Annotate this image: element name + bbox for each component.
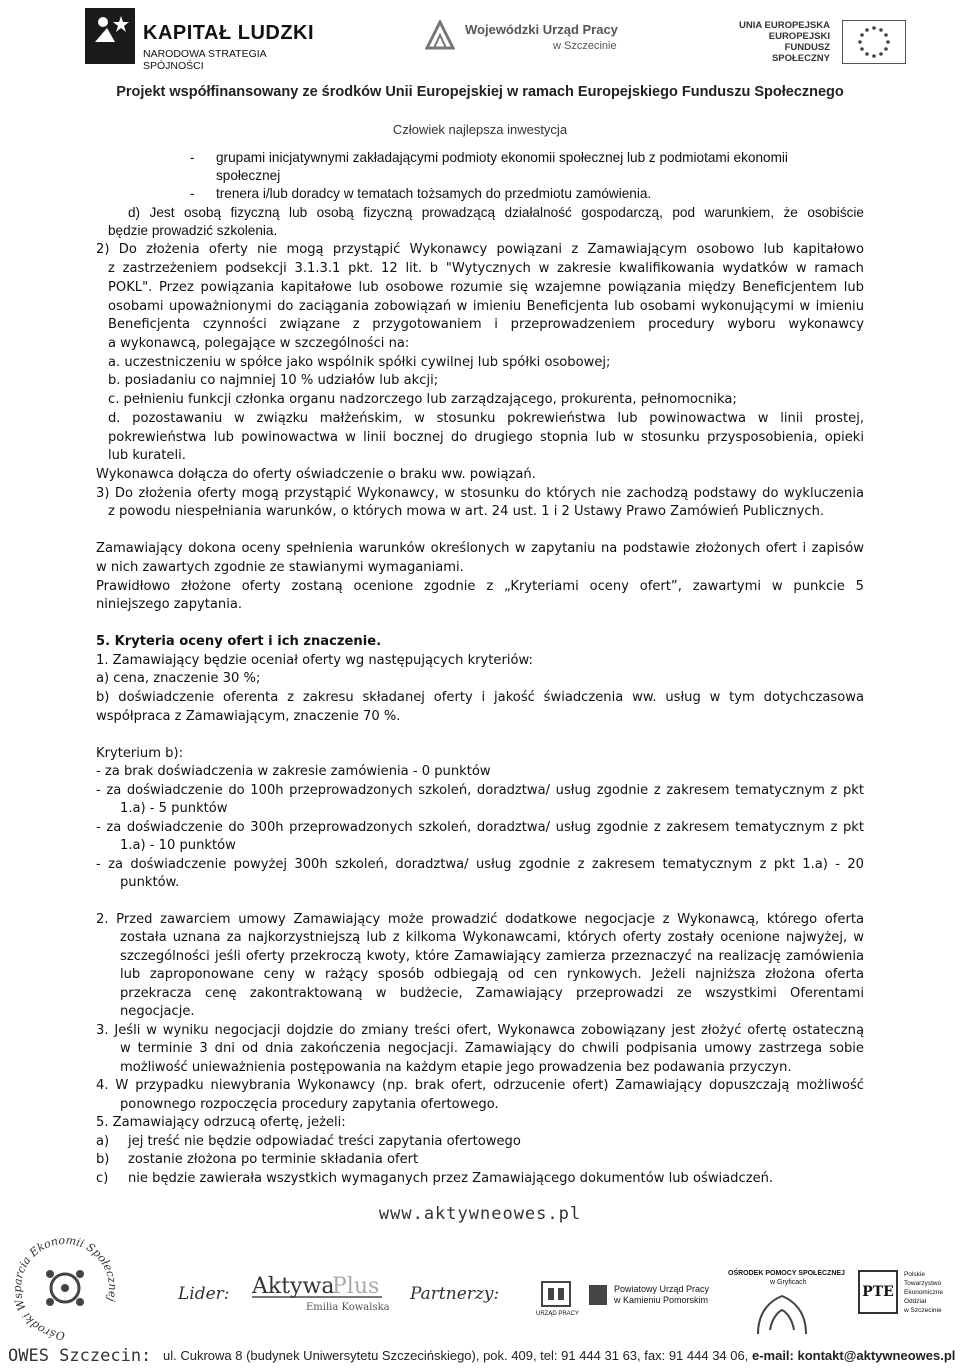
ops-hands-icon (752, 1290, 812, 1338)
text-line: pokrewieństwa lub powinowactwa w linii bocznej do drugiego stopnia lub w stosunku przysposobienia, opieki (108, 430, 864, 445)
text-line: w nich zawartych zgodnie ze stawianymi wymaganiami. (96, 560, 464, 575)
pte-text (904, 1270, 943, 1315)
wup-name: Wojewódzki Urząd Pracy (465, 22, 618, 37)
list-marker: c) (96, 1171, 109, 1186)
pup-line-2: w Kamieniu Pomorskim (614, 1295, 709, 1305)
text-line: w terminie 3 dni od dnia zakończenia negocjacji. Zamawiający do chwili podpisania umowy zastrzega sobie (120, 1041, 864, 1056)
lider-label: Lider: (178, 1284, 230, 1304)
motto: Człowiek najlepsza inwestycja (392, 122, 568, 137)
pte-line-2: Towarzystwo (904, 1280, 942, 1287)
list-item: zostanie złożona po terminie składania ofert (128, 1152, 419, 1167)
kapital-ludzki-logo (85, 8, 315, 72)
text-line: Beneficjenta czynności związane z przygotowaniem i przeprowadzeniem procedury wyboru wykonawcy (108, 317, 864, 332)
pup-line-1: Powiatowy Urząd Pracy (614, 1284, 710, 1294)
section-heading: 5. Kryteria oceny ofert i ich znaczenie. (96, 634, 382, 649)
owes-logo-icon (6, 1232, 124, 1344)
ops-logo (728, 1270, 848, 1340)
text-line: Prawidłowo złożone oferty zostaną ocenione zgodnie z „Kryteriami oceny ofert”, zawartymi w punkcie 5 (96, 579, 864, 594)
list-item: - za doświadczenie do 100h przeprowadzonych szkoleń, doradztwa/ usług zgodnie z zakresem tematycznym z pkt (96, 783, 864, 798)
list-item: jej treść nie będzie odpowiadać treści zapytania ofertowego (128, 1134, 521, 1149)
text-line: 1.a) - 5 punktów (120, 801, 228, 816)
text-line: lub kurateli. (108, 448, 186, 463)
email-link[interactable]: e-mail: kontakt@aktywneowes.pl (751, 1348, 956, 1363)
wup-city: w Szczecinie (553, 40, 617, 52)
list-marker: a) (96, 1134, 110, 1149)
partner-logos (0, 1228, 960, 1343)
text-line: punktów. (120, 875, 180, 890)
text-line: d) Jest osobą fizyczną lub osobą fizyczną prowadzącą działalność gospodarczą, pod warunkiem, że osobiście (128, 205, 864, 220)
list-item: 3. Jeśli w wyniku negocjacji dojdzie do zmiany treści ofert, Wykonawca zobowiązany jest złożyć ofertę ostateczną (96, 1023, 864, 1038)
website-link[interactable]: www.aktywneowes.pl (378, 1204, 582, 1224)
eu-line-1: UNIA EUROPEJSKA (739, 20, 830, 31)
list-item: - za doświadczenie powyżej 300h szkoleń, doradztwa/ usług zgodnie z zakresem tematycznym z pkt 1.a) - 20 (96, 857, 864, 872)
list-item: b) doświadczenie oferenta z zakresu składanej oferty i jakość świadczenia ww. usług w tym dotychczasowa (96, 690, 864, 705)
text-line: z zastrzeżeniem podsekcji 3.1.3.1 pkt. 12 lit. b "Wytycznych w zakresie kwalifikowania wydatków w ramach (108, 261, 864, 276)
aktywa-plus-logo (246, 1268, 396, 1328)
kapital-ludzki-flag-icon (85, 8, 135, 64)
pte-logo (858, 1270, 958, 1340)
wup-logo (425, 20, 655, 60)
text-line: osobami upoważnionymi do zaciągania zobowiązań w imieniu Beneficjenta lub osobami wykonującymi w imieniu (108, 299, 864, 314)
text-line: a wykonawcą, polegające w szczególności na: (108, 336, 410, 351)
list-item: d. pozostawaniu w związku małżeńskim, w stosunku pokrewieństwa lub powinowactwa w linii prostej, (108, 411, 864, 426)
text-line: 2) Do złożenia oferty nie mogą przystąpić Wykonawcy powiązani z Zamawiającym osobowo lub kapitałowo (96, 242, 864, 257)
pte-line-4: Oddział (904, 1298, 927, 1305)
address-text: ul. Cukrowa 8 (budynek Uniwersytetu Szczecińskiego), pok. 409, tel: 91 444 31 63, fax: 91 444 34 06, (163, 1348, 749, 1363)
text-line: grupami inicjatywnymi zakładającymi podmioty ekonomii społecznej lub z podmiotami ekonomii (216, 150, 788, 165)
text-line: z powodu niespełniania warunków, o których mowa w art. 24 ust. 1 i 2 Ustawy Prawo Zamówień Publicznych. (108, 504, 825, 519)
aktywa-person: Emilia Kowalska (306, 1302, 390, 1313)
text-line: Kryterium b): (96, 746, 183, 761)
contact-address (163, 1348, 955, 1363)
eu-line-3: FUNDUSZ SPOŁECZNY (771, 42, 830, 64)
pte-line-1: Polskie (904, 1271, 925, 1278)
aktywa-name: Aktywa (252, 1274, 335, 1299)
list-item: a. uczestniczeniu w spółce jako wspólnik spółki cywilnej lub spółki osobowej; (108, 355, 611, 370)
list-item: a) cena, znaczenie 30 %; (96, 671, 261, 686)
text-line: ponownego rozpoczęcia procedury zapytania ofertowego. (120, 1097, 499, 1112)
text-line: współpraca z Zamawiającym, znaczenie 70 %. (96, 709, 401, 724)
bullet-dash: - (190, 186, 195, 201)
partners-label: Partnerzy: (410, 1284, 500, 1304)
eu-flag-icon (842, 20, 906, 64)
pte-mark: PTE (858, 1270, 898, 1314)
text-line: 1.a) - 10 punktów (120, 838, 236, 853)
text-line: społecznej (216, 168, 281, 183)
urzad-pracy-icon (536, 1280, 576, 1310)
page-header (0, 0, 960, 140)
text-line: będzie prowadzić szkolenia. (108, 223, 278, 238)
project-statement: Projekt współfinansowany ze środków Unii Europejskiej w ramach Europejskiego Funduszu Społecznego (116, 84, 844, 100)
eu-line-2: EUROPEJSKI (768, 31, 830, 42)
urzad-pracy-text: URZĄD PRACY (536, 1311, 580, 1317)
bullet-dash: - (190, 150, 195, 165)
list-marker: b) (96, 1152, 110, 1167)
footer-contact-bar (0, 1342, 960, 1369)
kapital-ludzki-subtitle: NARODOWA STRATEGIA SPÓJNOŚCI (143, 48, 267, 72)
list-item: 2. Przed zawarciem umowy Zamawiający może prowadzić dodatkowe negocjacje z Wykonawcą, którego oferta (96, 912, 864, 927)
pte-line-5: w Szczecinie (904, 1307, 942, 1314)
text-line: negocjacje. (120, 1004, 195, 1019)
eu-logo-text (738, 20, 830, 64)
eu-logo (738, 20, 938, 70)
wup-emblem-icon (425, 20, 455, 50)
text-line: lub zaproponowane ceny w rażący sposób odbiegają od cen rynkowych. Jeżeli najniższa złożona oferta (120, 967, 864, 982)
text-line: POKL". Przez powiązania kapitałowe lub osobowe rozumie się wzajemne powiązania między Beneficjentem lub (108, 280, 864, 295)
ops-line-2: w Gryficach (770, 1279, 807, 1286)
pup-icon (588, 1284, 608, 1306)
list-item: b. posiadaniu co najmniej 10 % udziałów lub akcji; (108, 373, 439, 388)
list-item: - za brak doświadczenia w zakresie zamówienia - 0 punktów (96, 764, 491, 779)
text-line: Zamawiający dokona oceny spełnienia warunków określonych w zapytaniu na podstawie złożonych ofert i zapisów (96, 541, 864, 556)
pte-line-3: Ekonomiczne (904, 1289, 944, 1296)
list-item: - za doświadczenie do 300h przeprowadzonych szkoleń, doradztwa/ usług zgodnie z zakresem tematycznym z pkt (96, 820, 864, 835)
text-line: 1. Zamawiający będzie oceniał oferty wg następujących kryteriów: (96, 653, 533, 668)
text-line: możliwość unieważnienia postępowania na każdym etapie jego prowadzenia bez podawania przyczyn. (120, 1060, 792, 1075)
list-item: 4. W przypadku niewybrania Wykonawcy (np. brak ofert, odrzucenie ofert) Zamawiający dopuszczają możliwość (96, 1078, 864, 1093)
text-line: trenera i/lub doradcy w tematach tożsamych do przedmiotu zamówienia. (216, 186, 652, 201)
aktywa-plus: Plus (332, 1274, 380, 1299)
urzad-pracy-logo (536, 1280, 580, 1322)
kapital-ludzki-title: KAPITAŁ LUDZKI (143, 22, 315, 44)
text-line: została uznana za najkorzystniejszą lub z kilkoma Wykonawcami, których oferty zostały ocenione najwyżej, w (120, 930, 864, 945)
list-item: c. pełnieniu funkcji członka organu nadzorczego lub zarządzającego, prokurenta, pełnomocnika; (108, 392, 737, 407)
text-line: 3) Do złożenia oferty mogą przystąpić Wykonawcy, w stosunku do których nie zachodzą podstawy do wykluczenia (96, 486, 864, 501)
text-line: przekracza cenę zakontraktowaną w budżecie, Zamawiający przeprowadzi ze wszystkimi Oferentami (120, 986, 864, 1001)
text-line: szczególności jeśli oferty przekroczą kwoty, które Zamawiający zamierza przeznaczyć na realizację zamówienia (120, 949, 864, 964)
text-line: Wykonawca dołącza do oferty oświadczenie o braku ww. powiązań. (96, 467, 536, 482)
owes-label: OWES Szczecin: (8, 1346, 152, 1366)
list-item: nie będzie zawierała wszystkich wymaganych przez Zamawiającego dokumentów lub oświadczeń. (128, 1171, 774, 1186)
owes-ring-text: Ośrodki Wsparcia Ekonomii Społecznej (10, 1233, 120, 1343)
ops-line-1: OŚRODEK POMOCY SPOŁECZNEJ (728, 1270, 845, 1277)
list-item: 5. Zamawiający odrzucą ofertę, jeżeli: (96, 1115, 346, 1130)
text-line: niniejszego zapytania. (96, 597, 243, 612)
